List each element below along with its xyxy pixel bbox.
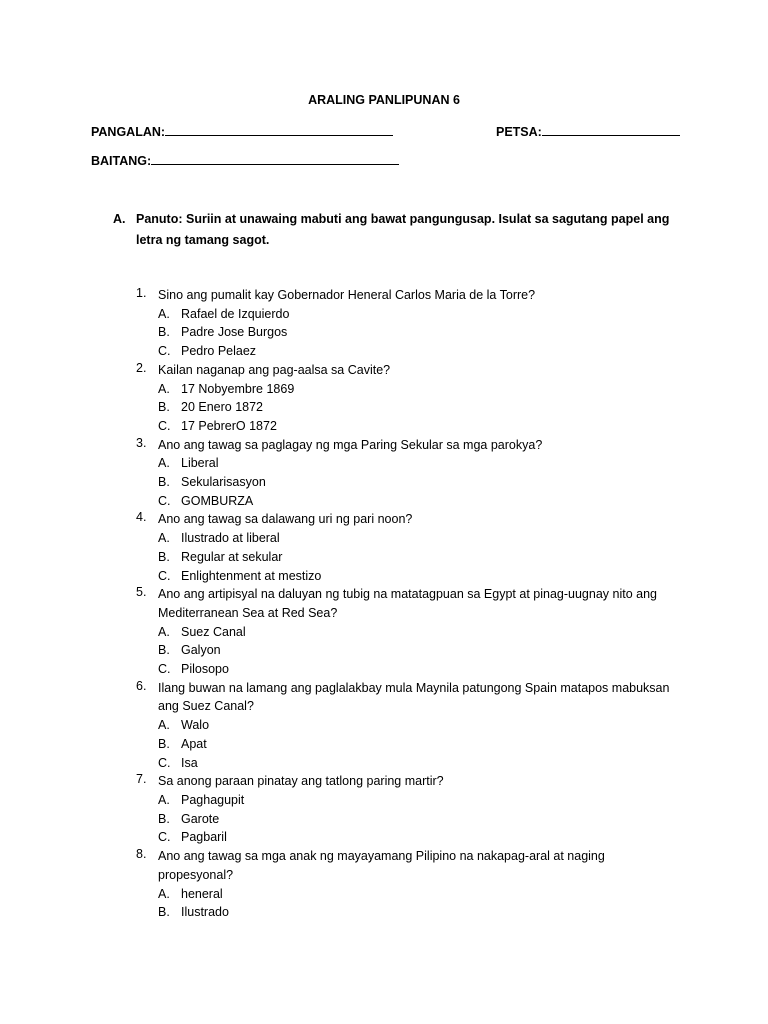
option-text: Garote [181, 811, 220, 826]
answer-option [158, 716, 676, 735]
question-text: Kailan naganap ang pag-aalsa sa Cavite? [158, 362, 391, 377]
question-item [136, 510, 676, 585]
answer-option [158, 810, 676, 829]
option-letter: C. [158, 568, 171, 583]
option-letter: B. [158, 475, 170, 490]
answer-option [158, 903, 676, 922]
option-text: Regular at sekular [181, 549, 283, 564]
option-text: Isa [181, 755, 198, 770]
question-number: 1. [136, 286, 147, 300]
instructions-text: Panuto: Suriin at unawaing mabuti ang bawat pangungusap. Isulat sa sagutang papel ang letra ng tamang sagot. [136, 212, 670, 247]
option-letter: C. [158, 418, 171, 433]
answer-option [158, 735, 676, 754]
question-list [136, 286, 676, 922]
option-letter: C. [158, 662, 171, 677]
option-text: Pedro Pelaez [181, 344, 257, 359]
option-text: Pilosopo [181, 662, 229, 677]
date-label: PETSA: [496, 125, 542, 139]
grade-label: BAITANG: [91, 154, 152, 168]
option-text: 20 Enero 1872 [181, 400, 264, 415]
page-title: ARALING PANLIPUNAN 6 [308, 93, 460, 107]
instructions-letter: A. [113, 212, 126, 226]
answer-option [158, 548, 676, 567]
option-text: Apat [181, 736, 207, 751]
answer-option [158, 492, 676, 511]
option-list [136, 791, 676, 847]
option-text: Padre Jose Burgos [181, 325, 288, 340]
answer-option [158, 305, 676, 324]
option-list [136, 305, 676, 361]
option-list [136, 380, 676, 436]
grade-blank-line [151, 153, 399, 165]
option-text: Ilustrado [181, 905, 229, 920]
question-text: Ano ang tawag sa dalawang uri ng pari noon? [158, 512, 413, 527]
question-item [136, 772, 676, 847]
option-text: Suez Canal [181, 624, 246, 639]
answer-option [158, 529, 676, 548]
answer-option [158, 417, 676, 436]
option-text: Rafael de Izquierdo [181, 306, 290, 321]
date-blank-line [542, 124, 680, 136]
option-text: Walo [181, 718, 210, 733]
option-list [136, 454, 676, 510]
answer-option [158, 828, 676, 847]
answer-option [158, 380, 676, 399]
option-letter: C. [158, 830, 171, 845]
answer-option [158, 473, 676, 492]
option-text: Galyon [181, 643, 221, 658]
option-letter: B. [158, 549, 170, 564]
option-letter: C. [158, 493, 171, 508]
option-letter: B. [158, 325, 170, 340]
question-text: Ano ang artipisyal na daluyan ng tubig na matatagpuan sa Egypt at pinag-uugnay nito ang Mediterranean Sea at Red Sea? [158, 587, 657, 620]
option-text: Pagbaril [181, 830, 227, 845]
question-item [136, 585, 676, 679]
option-list [136, 529, 676, 585]
option-letter: B. [158, 643, 170, 658]
option-text: Paghagupit [181, 792, 245, 807]
question-item [136, 286, 676, 361]
option-text: Liberal [181, 456, 219, 471]
option-text: GOMBURZA [181, 493, 254, 508]
option-letter: B. [158, 400, 170, 415]
option-list [136, 716, 676, 772]
option-letter: C. [158, 344, 171, 359]
question-text: Ano ang tawag sa paglagay ng mga Paring Sekular sa mga parokya? [158, 437, 543, 452]
option-letter: C. [158, 755, 171, 770]
question-text: Ano ang tawag sa mga anak ng mayayamang Pilipino na nakapag-aral at naging propesyonal? [158, 849, 605, 882]
answer-option [158, 885, 676, 904]
option-letter: A. [158, 531, 170, 546]
question-number: 3. [136, 435, 147, 450]
option-letter: B. [158, 811, 170, 826]
question-number: 5. [136, 585, 147, 600]
option-letter: A. [158, 306, 170, 321]
option-text: heneral [181, 886, 223, 901]
instructions [113, 209, 678, 251]
question-text: Sino ang pumalit kay Gobernador Heneral Carlos Maria de la Torre? [158, 288, 536, 302]
question-number: 7. [136, 772, 147, 787]
question-item [136, 679, 676, 773]
question-number: 2. [136, 360, 147, 375]
option-text: 17 Nobyembre 1869 [181, 381, 295, 396]
option-letter: B. [158, 736, 170, 751]
option-letter: B. [158, 905, 170, 920]
answer-option [158, 623, 676, 642]
answer-option [158, 323, 676, 342]
question-item [136, 436, 676, 511]
option-letter: A. [158, 886, 170, 901]
answer-option [158, 342, 676, 361]
question-number: 8. [136, 847, 147, 862]
name-field [91, 124, 393, 139]
option-text: Sekularisasyon [181, 475, 266, 490]
option-text: 17 PebrerO 1872 [181, 418, 277, 433]
answer-option [158, 660, 676, 679]
question-number: 6. [136, 678, 147, 693]
question-text: Ilang buwan na lamang ang paglalakbay mula Maynila patungong Spain matapos mabuksan ang Suez Canal? [158, 680, 670, 714]
name-blank-line [165, 124, 393, 136]
answer-option [158, 567, 676, 586]
answer-option [158, 454, 676, 473]
answer-option [158, 754, 676, 773]
question-number: 4. [136, 510, 147, 525]
option-letter: A. [158, 381, 170, 396]
option-text: Ilustrado at liberal [181, 531, 280, 546]
option-letter: A. [158, 456, 170, 471]
question-item [136, 847, 676, 922]
name-label: PANGALAN: [91, 125, 166, 139]
option-letter: A. [158, 792, 170, 807]
option-letter: A. [158, 624, 170, 639]
question-text: Sa anong paraan pinatay ang tatlong paring martir? [158, 774, 444, 789]
grade-field [91, 153, 399, 168]
option-list [136, 885, 676, 922]
date-field [496, 124, 680, 139]
answer-option [158, 791, 676, 810]
answer-option [158, 641, 676, 660]
option-letter: A. [158, 718, 170, 733]
question-item [136, 361, 676, 436]
option-text: Enlightenment at mestizo [181, 568, 322, 583]
option-list [136, 623, 676, 679]
answer-option [158, 398, 676, 417]
